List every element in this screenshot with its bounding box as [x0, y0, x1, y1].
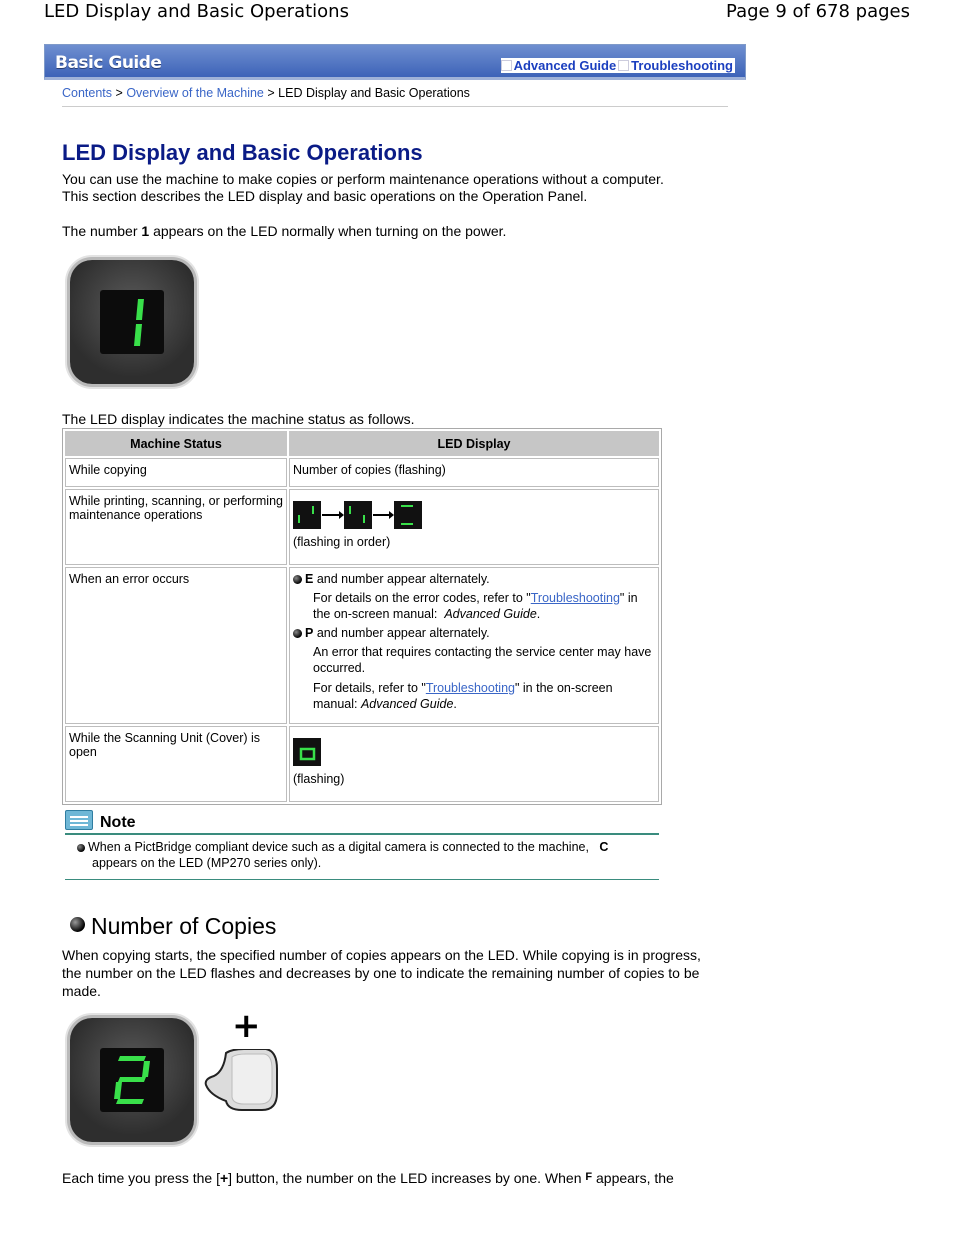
troubleshooting-link[interactable]: Troubleshooting: [530, 591, 620, 605]
plus-symbol: +: [232, 1006, 261, 1046]
detail-text: " in the on-screen manual:: [313, 591, 638, 621]
sentence-text: Each time you press the [: [62, 1170, 220, 1186]
led-sequence-icon: [293, 501, 423, 531]
bullet-icon: [77, 844, 85, 852]
error-p-detail: For details, refer to "Troubleshooting" in the on-screen manual: Advanced Guide.: [313, 681, 613, 711]
detail-text: " in the on-screen manual:: [313, 681, 613, 711]
intro-line: This section describes the LED display and basic operations on the Operation Panel.: [62, 188, 588, 204]
error-text: and number appear alternately.: [316, 572, 490, 586]
led-digit-two-icon: [100, 1048, 164, 1112]
bullet-icon: [293, 629, 302, 638]
copies-paragraph: [62, 946, 701, 1000]
led-display-image: [70, 260, 194, 384]
guide-links: [501, 58, 735, 74]
display-cell: [289, 726, 659, 802]
status-table: [62, 428, 662, 805]
breadcrumb-overview[interactable]: Overview of the Machine: [126, 86, 264, 100]
bullet-icon: [70, 917, 85, 932]
guide-bar: [44, 44, 746, 80]
bullet-icon: [293, 575, 302, 584]
status-cell: While printing, scanning, or performing maintenance operations: [65, 489, 287, 565]
plus-button-image: [204, 1049, 278, 1111]
table-row: [65, 567, 659, 724]
led-letter-f: F: [585, 1171, 593, 1183]
manual-name: Advanced Guide: [360, 697, 454, 711]
section-title-text: Number of Copies: [91, 913, 277, 939]
breadcrumb-current: LED Display and Basic Operations: [278, 86, 470, 100]
note-label: Note: [100, 814, 136, 831]
note-icon: [65, 810, 93, 830]
intro-line: You can use the machine to make copies or perform maintenance operations without a computer.: [62, 171, 664, 187]
status-cell: When an error occurs: [65, 567, 287, 724]
copies-line: When copying starts, the specified number of copies appears on the LED. While copying is in progress,: [62, 947, 701, 963]
led-digit-one-icon: [100, 290, 164, 354]
status-cell: While copying: [65, 458, 287, 487]
table-intro: The LED display indicates the machine status as follows.: [62, 411, 415, 427]
copies-line: the number on the LED flashes and decreases by one to indicate the remaining number of copies to be: [62, 965, 700, 981]
breadcrumb: [62, 86, 728, 107]
advanced-guide-link[interactable]: [501, 58, 619, 73]
led-display-image: [70, 1018, 194, 1142]
last-sentence: [62, 1169, 674, 1187]
note-box: [65, 808, 659, 880]
table-row: [65, 489, 659, 565]
document-title: LED Display and Basic Operations: [44, 1, 349, 22]
basic-guide-title: Basic Guide: [55, 53, 162, 73]
copies-line: made.: [62, 983, 101, 999]
error-text: and number appear alternately.: [316, 626, 490, 640]
led-letter-p: P: [305, 626, 314, 640]
led-letter-c: C: [599, 840, 609, 854]
led-letter-e: E: [305, 572, 314, 586]
error-e-line: [293, 572, 655, 586]
led-o-icon: [293, 738, 323, 768]
flashing-caption: (flashing): [293, 772, 345, 786]
troubleshooting-link[interactable]: [618, 58, 735, 73]
page-count: Page 9 of 678 pages: [726, 1, 910, 22]
display-cell: [289, 567, 659, 724]
note-text: When a PictBridge compliant device such as a digital camera is connected to the machine,: [88, 840, 589, 854]
breadcrumb-separator: >: [267, 86, 275, 100]
detail-text: For details, refer to ": [313, 681, 426, 695]
troubleshooting-link[interactable]: Troubleshooting: [425, 681, 515, 695]
detail-text: For details on the error codes, refer to ": [313, 591, 531, 605]
power-on-sentence: [62, 223, 506, 240]
sentence-text: The number: [62, 223, 138, 239]
note-body: [65, 835, 659, 880]
led-cover-image: [293, 738, 655, 772]
sentence-text: ] button, the number on the LED increases by one. When: [228, 1170, 582, 1186]
breadcrumb-contents[interactable]: Contents: [62, 86, 113, 100]
sentence-text: appears on the LED normally when turning on the power.: [153, 223, 507, 239]
page-title: LED Display and Basic Operations: [62, 140, 423, 165]
display-cell: [289, 489, 659, 565]
error-e-detail: For details on the error codes, refer to "Troubleshooting" in the on-screen manual: Advanced Guide.: [313, 591, 638, 621]
note-header: [65, 808, 659, 835]
table-header: Machine Status: [65, 431, 287, 456]
error-p-detail: An error that requires contacting the service center may have occurred.: [313, 645, 652, 675]
table-row: [65, 726, 659, 802]
manual-name: Advanced Guide: [444, 607, 537, 621]
square-icon: [618, 60, 629, 71]
table-header: LED Display: [289, 431, 659, 456]
section-title: [70, 913, 276, 940]
led-sequence-image: [293, 501, 655, 535]
intro-paragraph: [62, 171, 664, 205]
troubleshooting-label: Troubleshooting: [631, 58, 733, 73]
note-text: appears on the LED (MP270 series only).: [92, 856, 322, 870]
breadcrumb-separator: >: [115, 86, 123, 100]
square-icon: [501, 60, 512, 71]
plus-text: +: [219, 1170, 229, 1186]
sentence-text: appears, the: [596, 1170, 674, 1186]
error-p-line: [293, 626, 655, 640]
status-cell: While the Scanning Unit (Cover) is open: [65, 726, 287, 802]
table-row: [65, 458, 659, 487]
page-header: [0, 0, 954, 30]
flashing-caption: (flashing in order): [293, 535, 391, 549]
display-cell: Number of copies (flashing): [289, 458, 659, 487]
advanced-guide-label: Advanced Guide: [513, 58, 617, 73]
led-number-value: 1: [141, 223, 150, 239]
